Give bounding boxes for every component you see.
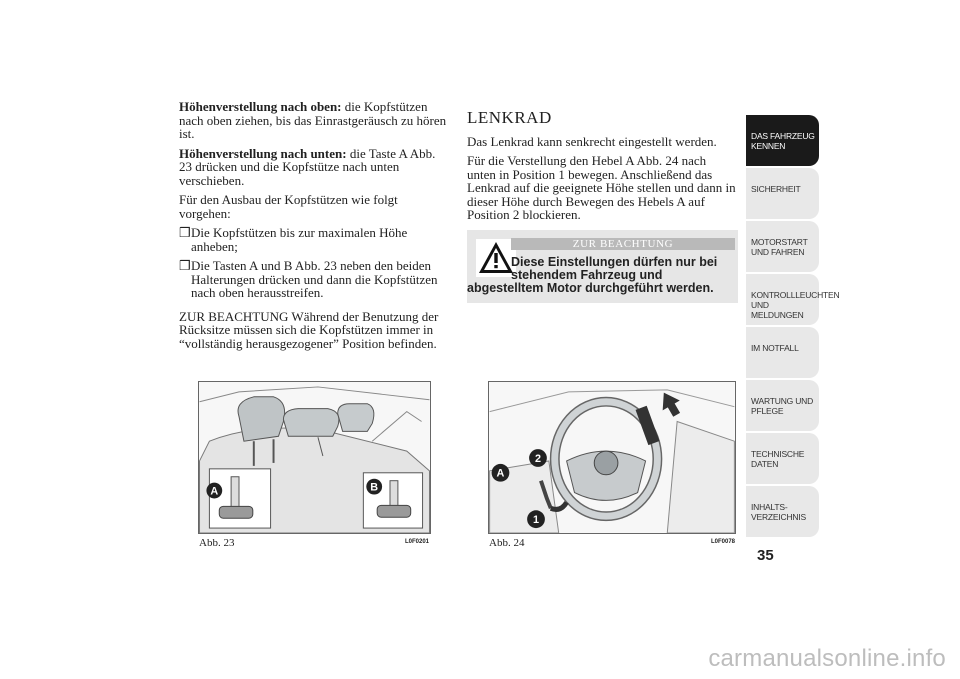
warning-line: abgestelltem Motor durchgeführt werden. bbox=[467, 281, 714, 295]
right-column bbox=[467, 108, 737, 228]
warning-box bbox=[467, 230, 738, 303]
section-heading: LENKRAD bbox=[467, 108, 552, 127]
tab-inhaltsverzeichnis[interactable]: INHALTS- VERZEICHNIS bbox=[746, 486, 819, 537]
warning-line: Diese Einstellungen dürfen nur bei bbox=[511, 255, 718, 269]
tab-im-notfall[interactable]: IM NOTFALL bbox=[746, 327, 819, 378]
bullet-text: Die Tasten A und B Abb. 23 neben den beiden Halterungen drücken und dann die Kopfstützen nach oben herausstreifen. bbox=[191, 258, 438, 300]
figure-code: L0F0078 bbox=[711, 539, 736, 545]
figure-headrests bbox=[198, 381, 431, 534]
warning-header: ZUR BEACHTUNG bbox=[511, 238, 735, 250]
bullet-item bbox=[179, 259, 447, 300]
term-height-down: Höhenverstellung nach unten: bbox=[179, 145, 347, 161]
paragraph-instructions: Für die Verstellung den Hebel A Abb. 24 nach unten in Position 1 bewegen. Anschließend das Lenkrad auf die geeignete Höhe stellen und dann in dieser Höhe durch Bewegen des Hebels A auf Position 2 blockieren. bbox=[467, 153, 736, 222]
warning-text bbox=[467, 256, 738, 295]
tab-wartung-und-pflege[interactable]: WARTUNG UND PFLEGE bbox=[746, 380, 819, 431]
text-height-down: die Taste A Abb. 23 drücken und die Kopfstütze nach unten verschieben. bbox=[179, 145, 436, 188]
figure-label-2: 2 bbox=[534, 452, 541, 465]
bullet-text: Die Kopfstützen bis zur maximalen Höhe anheben; bbox=[191, 225, 408, 254]
paragraph-height-up bbox=[179, 100, 447, 141]
figure-caption: Abb. 23 bbox=[199, 537, 235, 549]
bullet-item bbox=[179, 226, 447, 253]
page-number: 35 bbox=[757, 547, 774, 564]
tab-technische-daten[interactable]: TECHNISCHE DATEN bbox=[746, 433, 819, 484]
figure-label-1: 1 bbox=[532, 514, 540, 527]
figure-label-a: A bbox=[210, 485, 219, 498]
chapter-tabs bbox=[746, 115, 840, 539]
figure-steering-wheel bbox=[488, 381, 736, 534]
watermark: carmanualsonline.info bbox=[708, 645, 946, 672]
paragraph-intro: Das Lenkrad kann senkrecht eingestellt werden. bbox=[467, 133, 717, 149]
tab-motorstart-und-fahren[interactable]: MOTORSTART UND FAHREN bbox=[746, 221, 819, 272]
note-paragraph: ZUR BEACHTUNG Während der Benutzung der Rücksitze müssen sich die Kopfstützen immer in “vollständig herausgezogener” Position befinden. bbox=[179, 308, 439, 351]
figure-label-b: B bbox=[370, 481, 379, 494]
text-height-up: die Kopfstützen nach oben ziehen, bis das Einrastgeräusch zu hören ist. bbox=[179, 99, 447, 141]
tab-kontrollleuchten[interactable]: KONTROLLLEUCHTEN UND MELDUNGEN bbox=[746, 274, 819, 325]
tab-das-fahrzeug-kennen[interactable]: DAS FAHRZEUG KENNEN bbox=[746, 115, 819, 166]
term-height-up: Höhenverstellung nach oben: bbox=[179, 99, 342, 114]
paragraph-removal: Für den Ausbau der Kopfstützen wie folgt vorgehen: bbox=[179, 192, 398, 221]
figure-code: L0F0201 bbox=[405, 539, 430, 545]
paragraph-height-down bbox=[179, 147, 447, 188]
warning-line: stehendem Fahrzeug und bbox=[511, 268, 663, 282]
tab-sicherheit[interactable]: SICHERHEIT bbox=[746, 168, 819, 219]
figure-caption: Abb. 24 bbox=[489, 537, 525, 549]
steering-illustration bbox=[489, 382, 735, 533]
figure-label-a: A bbox=[496, 467, 505, 480]
checkbox-bullet-icon: ❒ bbox=[179, 225, 191, 240]
checkbox-bullet-icon: ❒ bbox=[179, 258, 191, 273]
headrest-illustration bbox=[199, 382, 430, 533]
left-column bbox=[179, 100, 447, 356]
